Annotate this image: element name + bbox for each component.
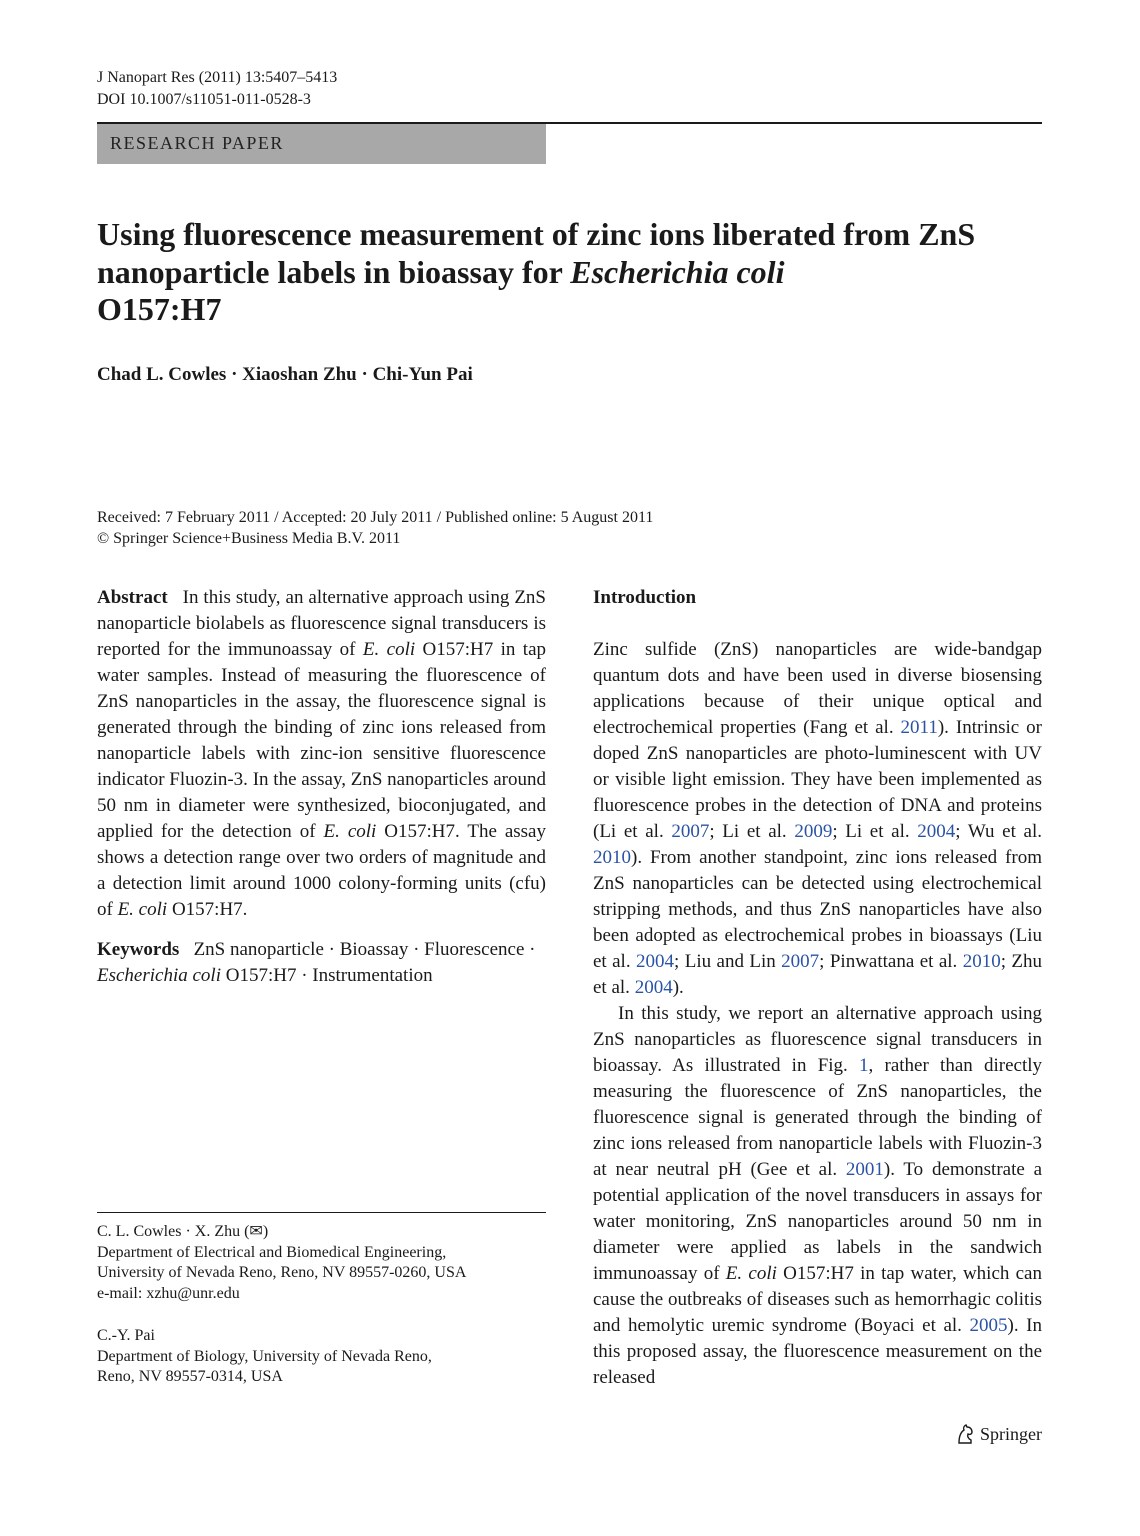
journal-header [97, 67, 337, 111]
citation-link[interactable]: 2004 [636, 951, 675, 972]
title-strain: O157:H7 [97, 291, 222, 327]
citation-link[interactable]: 2005 [969, 1315, 1008, 1336]
publication-history: Received: 7 February 2011 / Accepted: 20 July 2011 / Published online: 5 August 2011 [97, 509, 654, 526]
email-link[interactable]: e-mail: xzhu@unr.edu [97, 1284, 240, 1302]
publication-dates [97, 507, 653, 549]
introduction-paragraph-2: In this study, we report an alternative approach using ZnS nanoparticles as fluorescence signal transducers in bioassay. As illustrated in Fig. 1, rather than directly measuring the fluorescence of ZnS nanoparticles, the fluorescence signal is generated through the binding of zinc ions released from nanoparticle labels with Fluozin-3 at near neutral pH (Gee et al. 2001). To demonstrate a potential application of the novel transducers in assays for water monitoring, ZnS nanoparticles around 50 nm in diameter were applied as labels in the sandwich immunoassay of E. coli O157:H7 in tap water, which can cause the outbreaks of diseases such as hemorrhagic colitis and hemolytic uremic syndrome (Boyaci et al. 2005). In this proposed assay, the fluorescence measurement on the released [593, 1003, 1043, 1388]
publisher-logo [955, 1423, 1042, 1445]
author-list: Chad L. Cowles · Xiaoshan Zhu · Chi-Yun Pai [97, 364, 473, 385]
citation-link[interactable]: 2010 [593, 847, 631, 868]
citation-link[interactable]: 2009 [794, 821, 833, 842]
section-badge-label: RESEARCH PAPER [110, 133, 284, 153]
right-column [593, 585, 1042, 1391]
keywords-label: Keywords [97, 939, 180, 960]
citation-link[interactable]: 2007 [671, 821, 710, 842]
title-species: Escherichia coli [570, 253, 785, 290]
citation-link[interactable]: 2010 [962, 951, 1001, 972]
title-main: Using fluorescence measurement of zinc ions liberated from ZnS nanoparticle labels in bioassay for [97, 216, 976, 290]
affiliation-2: C.-Y. Pai Department of Biology, University of Nevada Reno, Reno, NV 89557-0314, USA [97, 1326, 546, 1388]
springer-horse-icon [955, 1423, 975, 1445]
introduction-heading: Introduction [593, 587, 697, 608]
section-badge [97, 124, 546, 164]
affiliation-2-name: C.-Y. Pai [97, 1327, 155, 1344]
citation-link[interactable]: 2001 [845, 1159, 884, 1180]
abstract: Abstract In this study, an alternative approach using ZnS nanoparticle biolabels as fluorescence signal transducers is reported for the immunoassay of E. coli O157:H7 in tap water samples. Instead of measuring the fluorescence of ZnS nanoparticles in the assay, the fluorescence signal is generated through the binding of zinc ions released from nanoparticle labels with zinc-ion sensitive fluorescence indicator Fluozin-3. In the assay, ZnS nanoparticles around 50 nm in diameter were synthesized, bioconjugated, and applied for the detection of E. coli O157:H7. The assay shows a detection range over two orders of magnitude and a detection limit around 1000 colony-forming units (cfu) of E. coli O157:H7. [97, 587, 547, 920]
doi[interactable]: DOI 10.1007/s11051-011-0528-3 [97, 91, 311, 108]
figure-link[interactable]: 1 [859, 1055, 869, 1076]
left-column [97, 585, 546, 989]
introduction-paragraph-1: Zinc sulfide (ZnS) nanoparticles are wide-bandgap quantum dots and have been used in diverse biosensing applications because of their unique optical and electrochemical properties (Fang et al. 2011). Intrinsic or doped ZnS nanoparticles are photo-luminescent with UV or visible light emission. They have been implemented as fluorescence probes in the detection of DNA and proteins (Li et al. 2007; Li et al. 2009; Li et al. 2004; Wu et al. 2010). From another standpoint, zinc ions released from ZnS nanoparticles can be detected using electrochemical stripping methods, and thus ZnS nanoparticles have also been adopted as electrochemical probes in bioassays (Liu et al. 2004; Liu and Lin 2007; Pinwattana et al. 2010; Zhu et al. 2004). [593, 639, 1043, 998]
citation-link[interactable]: 2011 [900, 717, 938, 738]
paper-title [97, 216, 1042, 329]
citation-link[interactable]: 2004 [634, 977, 673, 998]
citation-link[interactable]: 2004 [917, 821, 956, 842]
citation-link[interactable]: 2007 [781, 951, 820, 972]
affiliation-1: C. L. Cowles · X. Zhu (✉) Department of Electrical and Biomedical Engineering, University of Nevada Reno, Reno, NV 89557-0260, USA e-mail: xzhu@unr.edu [97, 1222, 546, 1304]
journal-reference: J Nanopart Res (2011) 13:5407–5413 [97, 69, 338, 86]
copyright-line: © Springer Science+Business Media B.V. 2011 [97, 530, 401, 547]
footnote-rule [97, 1212, 546, 1213]
keywords: Keywords ZnS nanoparticle · Bioassay · Fluorescence · Escherichia coli O157:H7 · Instrumentation [97, 939, 536, 986]
affiliation-1-names: C. L. Cowles · X. Zhu (✉) [97, 1223, 269, 1240]
publisher-name: Springer [980, 1423, 1042, 1444]
abstract-label: Abstract [97, 587, 168, 608]
